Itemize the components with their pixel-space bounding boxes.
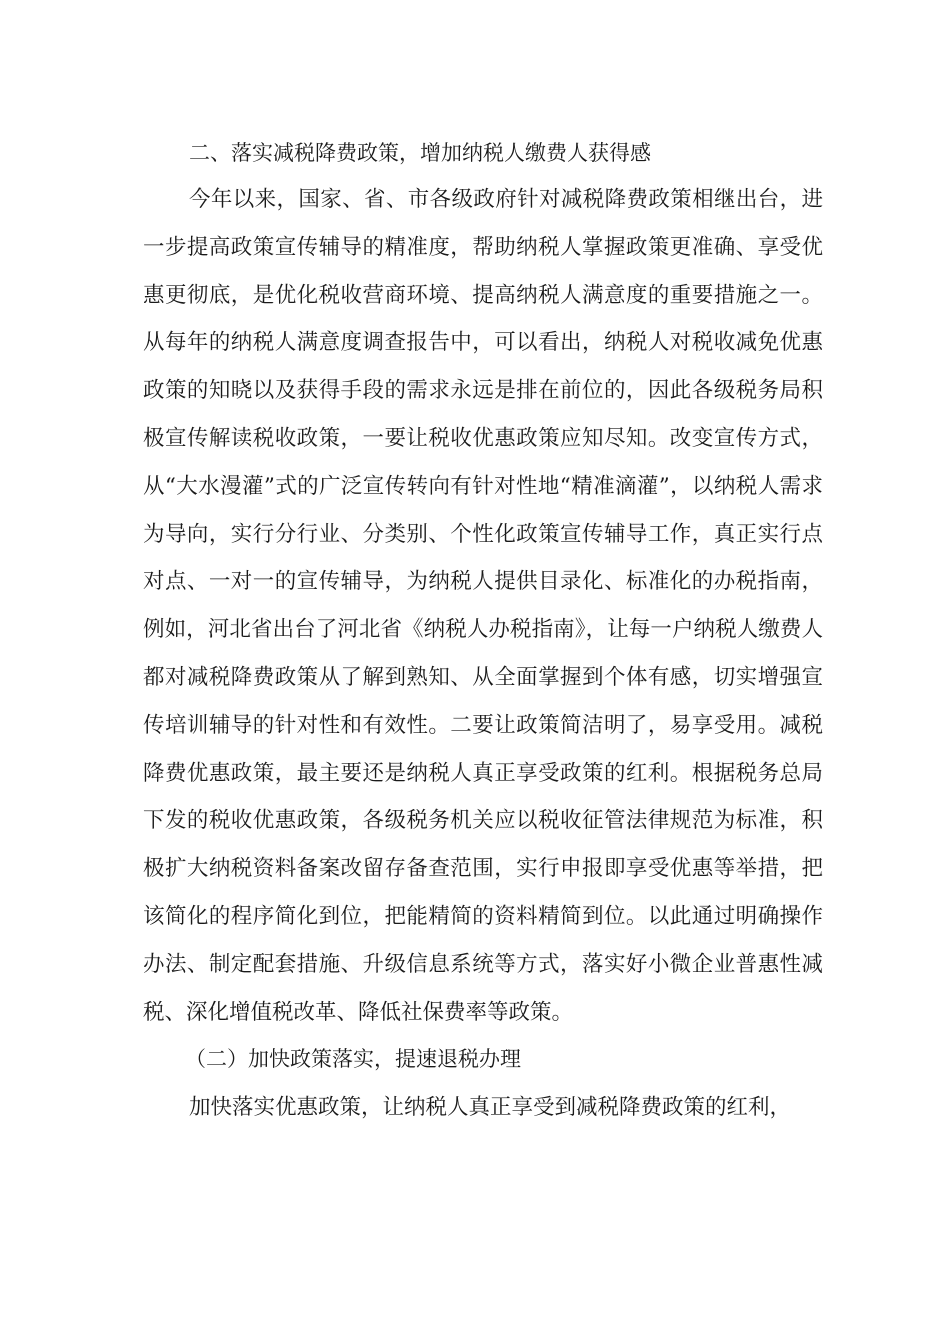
section-heading: 二、落实减税降费政策，增加纳税人缴费人获得感 <box>189 141 651 165</box>
document-body <box>143 130 823 1132</box>
subsection-heading: （二）加快政策落实，提速退税办理 <box>185 1047 521 1072</box>
body-paragraph: 加快落实优惠政策，让纳税人真正享受到减税降费政策的红利， <box>189 1095 792 1121</box>
body-paragraph: 今年以来，国家、省、市各级政府针对减税降费政策相继出台，进一步提高政策宣传辅导的精准度，帮助纳税人掌握政策更准确、享受优惠更彻底，是优化税收营商环境、提高纳税人满意度的重要措施之一。从每年的纳税人满意度调查报告中，可以看出，纳税人对税收减免优惠政策的知晓以及获得手段的需求永远是排在前位的，因此各级税务局积极宣传解读税收政策，一要让税收优惠政策应知尽知。改变宣传方式，从“大水漫灌”式的广泛宣传转向有针对性地“精准滴灌”，以纳税人需求为导向，实行分行业、分类别、个性化政策宣传辅导工作，真正实行点对点、一对一的宣传辅导，为纳税人提供目录化、标准化的办税指南，例如，河北省出台了河北省《纳税人办税指南》，让每一户纳税人缴费人都对减税降费政策从了解到熟知、从全面掌握到个体有感，切实增强宣传培训辅导的针对性和有效性。二要让政策简洁明了，易享受用。减税降费优惠政策，最主要还是纳税人真正享受政策的红利。根据税务总局下发的税收优惠政策，各级税务机关应以税收征管法律规范为标准，积极扩大纳税资料备案改留存备查范围，实行申报即享受优惠等举措，把该简化的程序简化到位，把能精简的资料精简到位。以此通过明确操作办法、制定配套措施、升级信息系统等方式，落实好小微企业普惠性减税、深化增值税改革、降低社保费率等政策。 <box>143 187 823 1025</box>
